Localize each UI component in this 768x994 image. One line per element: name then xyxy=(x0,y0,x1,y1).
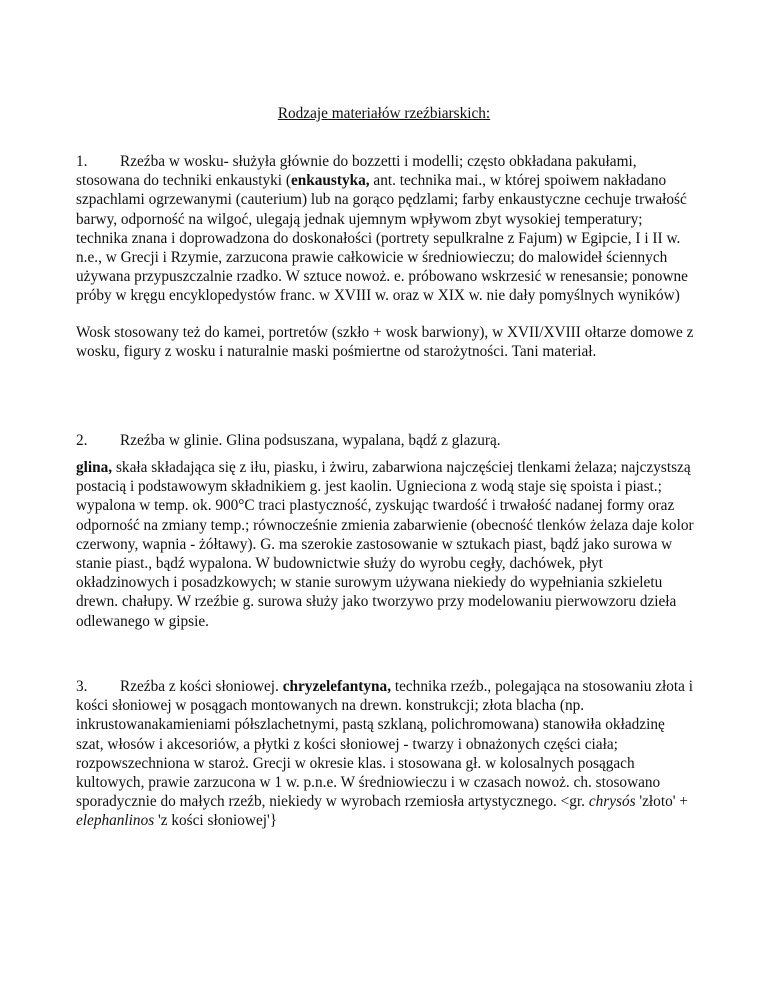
page-title: Rodzaje materiałów rzeźbiarskich: xyxy=(277,105,491,122)
section-clay-heading xyxy=(76,431,696,450)
greek-word-elephantinos: elephanlinos xyxy=(76,812,155,830)
term-enkaustyka: enkaustyka, xyxy=(290,172,370,190)
section-wax-note xyxy=(76,323,696,361)
section-number: 3. xyxy=(76,678,88,695)
section-clay xyxy=(76,431,696,450)
greek-word-chrysos: chrysós xyxy=(588,793,636,811)
section-clay-paragraph xyxy=(76,458,696,631)
section-lead: Rzeźba w wosku- służyła głównie do bozzetti i modelli; często obkładana pakułami, stosowana do techniki enkaustyki ( xyxy=(76,153,637,190)
definition-text: skała składająca się z iłu, piasku, i żwiru, zabarwiona najczęściej tlenkami żelaza; najczystszą postacią i podstawowym składnikiem g. jest kaolin. Ugnieciona z wodą staje się spoista i piast.; wypalona w temp. ok. 900°C traci plastyczność, zyskując twardość i trwałość nadanej formy oraz odporność na zmiany temp.; równocześnie zmienia zabarwienie (obecność tlenków żelaza daje kolor czerwony, wapnia - żółtawy). G. ma szerokie zastosowanie w sztukach piast, bądź jako surowa w stanie piast., bądź wypalona. W budownictwie służy do wyrobu cegły, dachówek, płyt okładzinowych i posadzkowych; w stanie surowym używana niekiedy do wypełniania szkieletu drewn. chałupy. W rzeźbie g. surowa służy jako tworzywo przy modelowaniu pierwowzoru dzieła odlewanego w gipsie. xyxy=(76,459,694,630)
section-lead: Rzeźba z kości słoniowej. xyxy=(120,678,283,695)
term-chryzelefantyna: chryzelefantyna, xyxy=(282,678,392,695)
definition-text: ant. technika mai., w której spoiwem nakładano szpachlami ogrzewanymi (cauterium) lub na gorąco pędzlami; farby enkaustyczne cechuje trwałość barwy, odporność na wilgoć, ulegają jednak ujemnym wpływom zbyt wysokiej temperatury; technika znana i doprowadzona do doskonałości (portrety sepulkralne z Fajum) w Egipcie, I i II w. n.e., w Grecji i Rzymie, zarzucona prawie całkowicie w średniowieczu; do malowideł ściennych używana przypuszczalnie rzadko. W sztuce nowoż. e. próbowano wskrzesić w renesansie; ponowne próby w kręgu encyklopedystów franc. w XVIII w. oraz w XIX w. nie dały pomyślnych wyników) xyxy=(76,172,688,305)
section-wax xyxy=(76,152,696,306)
definition-text: technika rzeźb., polegająca na stosowaniu złota i kości słoniowej w posągach montowanych na drewn. konstrukcji; złota blacha (np. inkrustowanakamieniami półszlachetnymi, pastą szklaną, polichromowana) stanowiła okładzinę szat, włosów i akcesoriów, a płytki z kości słoniowej - twarzy i obnażonych części ciała; rozpowszechniona w staroż. Grecji w okresie klas. i stosowana gł. w kolosalnych posągach kultowych, prawie zarzucona w 1 w. p.n.e. W średniowieczu i w czasach nowoż. ch. stosowano sporadycznie do małych rzeźb, niekiedy w wyrobach rzemiosła artystycznego. <gr. xyxy=(76,678,694,811)
term-glina: glina, xyxy=(76,459,113,476)
section-ivory xyxy=(76,677,696,831)
section-number: 1. xyxy=(76,153,88,170)
section-number: 2. xyxy=(76,432,88,449)
etymology-tail: 'z kości słoniowej'} xyxy=(154,812,278,830)
section-ivory-paragraph xyxy=(76,677,696,831)
section-lead: Rzeźba w glinie. Glina podsuszana, wypalana, bądź z glazurą. xyxy=(120,432,501,449)
section-wax-paragraph xyxy=(76,152,696,306)
section-clay-definition xyxy=(76,458,696,631)
etymology-text: 'złoto' + xyxy=(635,793,688,811)
section-wax-note-paragraph: Wosk stosowany też do kamei, portretów (szkło + wosk barwiony), w XVII/XVIII ołtarze domowe z wosku, figury z wosku i naturalnie maski pośmiertne od starożytności. Tani materiał. xyxy=(76,324,694,361)
